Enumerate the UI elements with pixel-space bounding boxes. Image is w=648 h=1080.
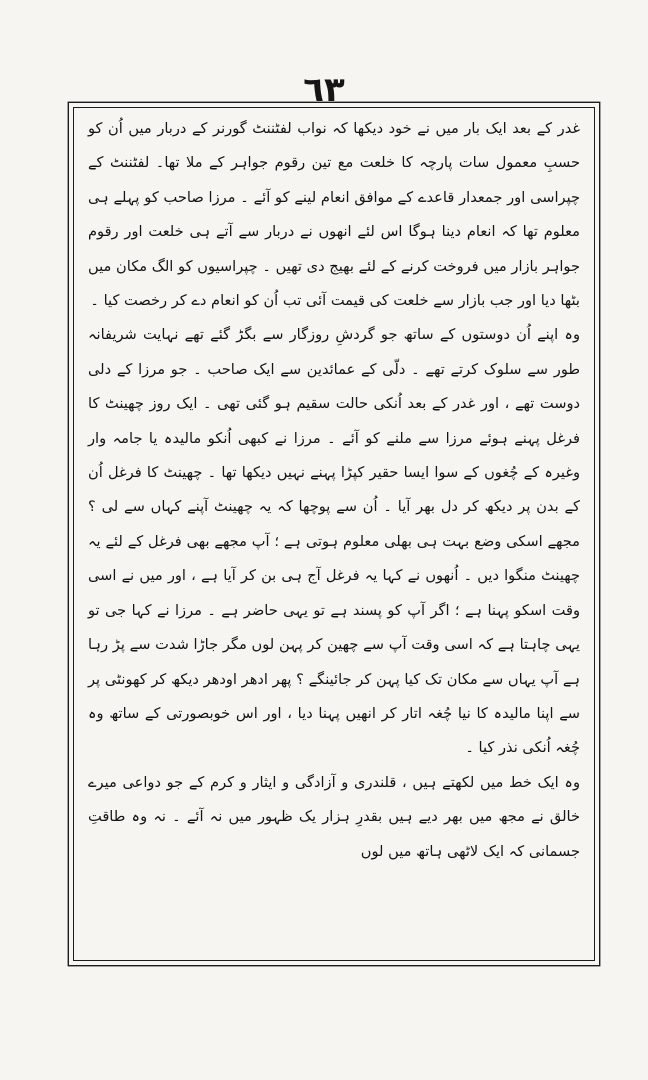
body-text [88,112,580,869]
paragraph-2: وہ اپنے اُن دوستوں کے ساتھ جو گردشِ روزگار سے بگڑ گئے تھے نہایت شریفانہ طور سے سلوک کرتے تھے ۔ دلّی کے عمائدین سے ایک صاحب ۔ جو مرزا کے دلی دوست تھے ، اور غدر کے بعد اُنکی حالت سقیم ہو گئی تھی ۔ ایک روز چھینٹ کا فرغل پہنے ہوئے مرزا سے ملنے کو آئے ۔ مرزا نے کبھی اُنکو مالیدہ یا جامہ وار وغیرہ کے چُغوں کے سوا ایسا حقیر کپڑا پہنے نہیں دیکھا تھا ۔ چھینٹ کا فرغل اُن کے بدن پر دیکھ کر دل بھر آیا ۔ اُن سے پوچھا کہ یہ چھینٹ آپنے کہاں سے لی ؟ مجھے اسکی وضع بہت ہی بھلی معلوم ہوتی ہے ؛ آپ مجھے بھی فرغل کے لئے یہ چھینٹ منگوا دیں ۔ اُنھوں نے کہا یہ فرغل آج ہی بن کر آیا ہے ، اور میں نے اسی وقت اسکو پہنا ہے ؛ اگر آپ کو پسند ہے تو یہی حاضر ہے ۔ مرزا نے کہا جی تو یہی چاہتا ہے کہ اسی وقت آپ سے چھین کر پہن لوں مگر جاڑا شدت سے پڑ رہا ہے آپ یہاں سے مکان تک کیا پہن کر جائینگے ؟ پھر ادھر اودھر دیکھ کر کھونٹی پر سے اپنا مالیدہ کا نیا چُغہ اتار کر انھیں پہنا دیا ، اور اس خوبصورتی کے ساتھ وہ چُغہ اُنکی نذر کیا ۔ [88,326,580,757]
page-number: ٦٣ [303,70,345,110]
paragraph-1: غدر کے بعد ایک بار میں نے خود دیکھا کہ نواب لفٹننٹ گورنر کے دربار میں اُن کو حسبِ معمول سات پارچہ کا خلعت مع تین رقوم جواہر کے ملا تھا۔ لفٹننٹ کے چپراسی اور جمعدار قاعدے کے موافق انعام لینے کو آئے ۔ مرزا صاحب کو پہلے ہی معلوم تھا کہ انعام دینا ہوگا اس لئے انھوں نے دربار سے آتے ہی خلعت اور رقوم جواہر بازار میں فروخت کرنے کے لئے بھیج دی تھیں ۔ چپراسیوں کو الگ مکان میں بٹھا دیا اور جب بازار سے خلعت کی قیمت آئی تب اُن کو انعام دے کر رخصت کیا ۔ [88,120,580,310]
text-frame [73,107,595,961]
paragraph-3: وہ ایک خط میں لکھتے ہیں ، قلندری و آزادگی و ایثار و کرم کے جو دواعی میرے خالق نے مجھ میں بھر دیے ہیں بقدرِ ہزار یک ظہور میں نہ آئے ۔ نہ وہ طاقتِ جسمانی کہ ایک لاٹھی ہاتھ میں لوں [88,773,580,860]
